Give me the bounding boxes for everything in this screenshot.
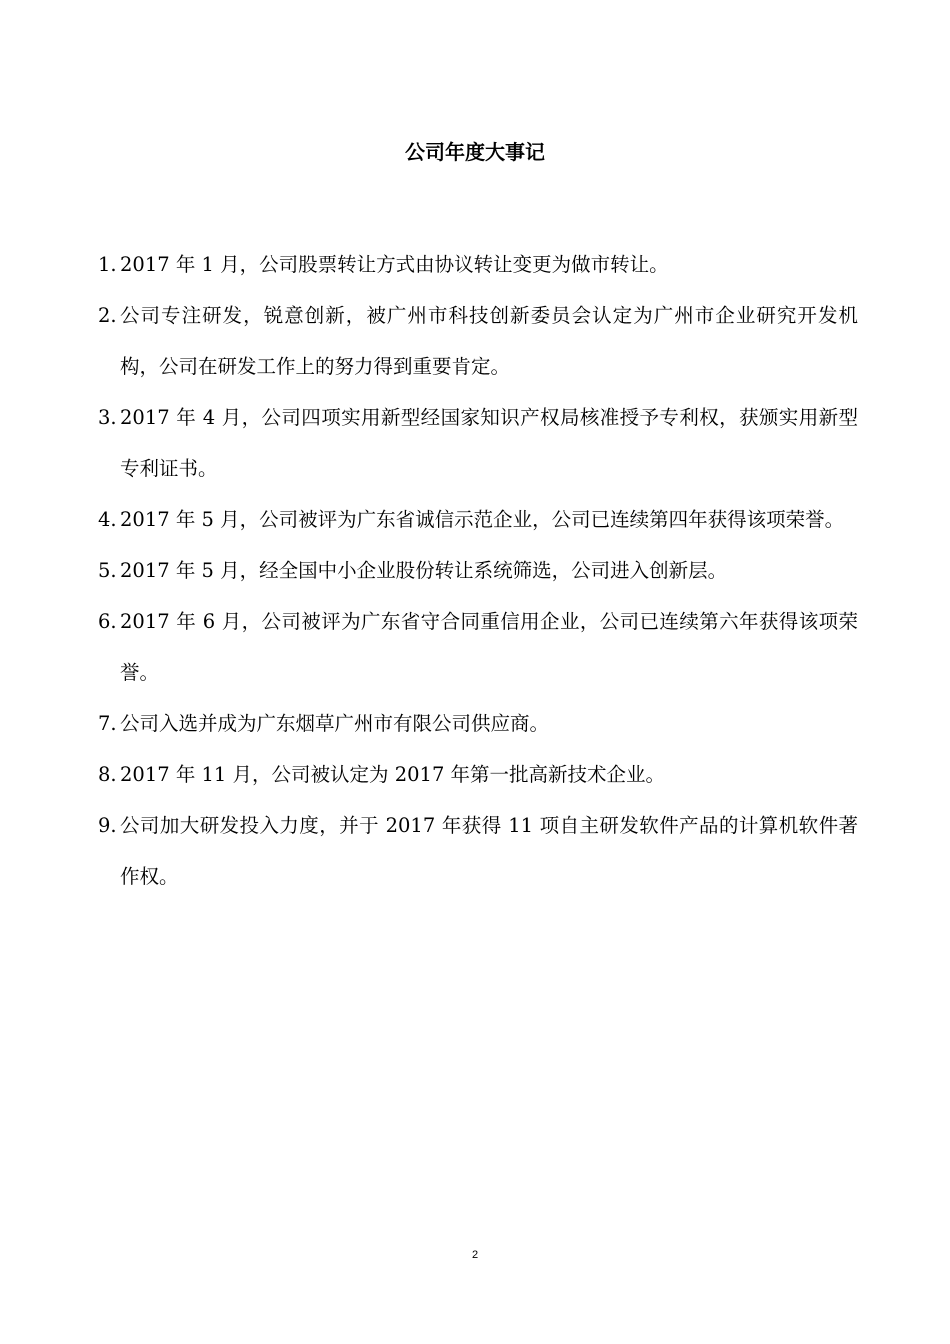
- event-number: 7.: [98, 712, 117, 735]
- event-number: 5.: [98, 559, 117, 582]
- event-item-8: [98, 749, 858, 800]
- event-text: 2017 年 5 月，经全国中小企业股份转让系统筛选，公司进入创新层。: [120, 559, 728, 582]
- page-title: 公司年度大事记: [405, 140, 545, 164]
- event-number: 9.: [98, 814, 117, 837]
- event-list: [98, 239, 858, 902]
- event-item-4: [98, 494, 858, 545]
- event-item-9: [98, 800, 858, 902]
- event-number: 4.: [98, 508, 117, 531]
- event-item-5: [98, 545, 858, 596]
- event-text: 2017 年 11 月，公司被认定为 2017 年第一批高新技术企业。: [120, 763, 666, 786]
- page-number: 2: [471, 1249, 479, 1261]
- event-text: 公司专注研发，锐意创新，被广州市科技创新委员会认定为广州市企业研究开发机构，公司在研发工作上的努力得到重要肯定。: [120, 304, 858, 378]
- event-text: 2017 年 1 月，公司股票转让方式由协议转让变更为做市转让。: [120, 253, 669, 276]
- event-text: 2017 年 6 月，公司被评为广东省守合同重信用企业，公司已连续第六年获得该项荣誉。: [120, 610, 858, 684]
- event-text: 2017 年 4 月，公司四项实用新型经国家知识产权局核准授予专利权，获颁实用新型专利证书。: [120, 406, 858, 480]
- event-item-6: [98, 596, 858, 698]
- event-item-7: [98, 698, 858, 749]
- event-number: 3.: [98, 406, 117, 429]
- event-number: 1.: [98, 253, 117, 276]
- event-item-3: [98, 392, 858, 494]
- event-item-2: [98, 290, 858, 392]
- event-number: 6.: [98, 610, 117, 633]
- event-text: 公司入选并成为广东烟草广州市有限公司供应商。: [120, 712, 550, 735]
- event-text: 公司加大研发投入力度，并于 2017 年获得 11 项自主研发软件产品的计算机软件著作权。: [120, 814, 858, 888]
- event-text: 2017 年 5 月，公司被评为广东省诚信示范企业，公司已连续第四年获得该项荣誉。: [120, 508, 845, 531]
- event-number: 2.: [98, 304, 117, 327]
- event-item-1: [98, 239, 858, 290]
- event-number: 8.: [98, 763, 117, 786]
